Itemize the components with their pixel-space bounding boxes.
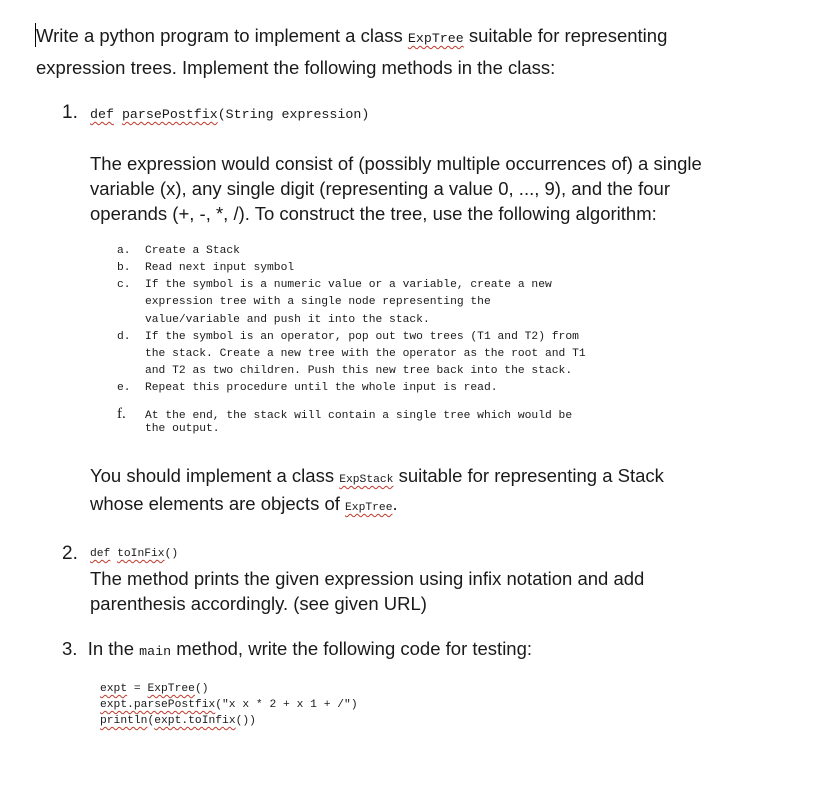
item-1-desc-line-2: variable (x), any single digit (representing a value 0, ..., 9), and the four — [90, 178, 670, 199]
step-d-line-3: and T2 as two children. Push this new tree back into the stack. — [145, 365, 573, 377]
intro-line-2: expression trees. Implement the following methods in the class: — [36, 57, 556, 78]
step-c-line-3: value/variable and push it into the stack. — [145, 314, 430, 326]
item-1-number: 1. — [62, 102, 78, 123]
item-1-signature: def parsePostfix(String expression) — [90, 107, 370, 122]
item-3-line: 3. In the main method, write the following code for testing: — [62, 638, 533, 659]
step-d-line-2: the stack. Create a new tree with the operator as the root and T1 — [145, 348, 586, 360]
code-line-3: println(expt.toInfix()) — [100, 715, 256, 727]
item-2-desc-line-2: parenthesis accordingly. (see given URL) — [90, 593, 427, 614]
step-f: f. At the end, the stack will contain a single tree which would be — [117, 406, 573, 422]
step-e: e. Repeat this procedure until the whole input is read. — [117, 382, 498, 394]
method-to-infix: toInFix — [117, 548, 165, 560]
code-line-2: expt.parsePostfix("x x * 2 + x 1 + /") — [100, 699, 358, 711]
item-1-desc-line-1: The expression would consist of (possibly multiple occurrences of) a single — [90, 153, 702, 174]
item-2-number: 2. — [62, 543, 78, 564]
method-parse-postfix: parsePostfix — [121, 107, 218, 122]
stack-line-2: whose elements are objects of ExpTree. — [90, 493, 398, 514]
stack-line-1: You should implement a class ExpStack suitable for representing a Stack — [90, 465, 664, 486]
class-name-exptree: ExpTree — [407, 31, 464, 46]
item-2-desc-line-1: The method prints the given expression using infix notation and add — [90, 568, 645, 589]
step-d: d. If the symbol is an operator, pop out two trees (T1 and T2) from — [117, 331, 579, 343]
step-b: b. Read next input symbol — [117, 262, 295, 274]
item-1-desc-line-3: operands (+, -, *, /). To construct the tree, use the following algorithm: — [90, 203, 657, 224]
class-name-expstack: ExpStack — [339, 474, 394, 486]
intro-line-1: Write a python program to implement a class ExpTree suitable for representing — [36, 25, 668, 46]
step-c: c. If the symbol is a numeric value or a variable, create a new — [117, 279, 552, 291]
item-2-signature: def toInFix() — [90, 548, 179, 560]
code-line-1: expt = ExpTree() — [100, 683, 209, 695]
step-f-line-2: the output. — [145, 423, 220, 435]
step-c-line-2: expression tree with a single node representing the — [145, 296, 491, 308]
class-name-exptree-2: ExpTree — [345, 502, 393, 514]
main-keyword: main — [139, 644, 172, 659]
step-a: a. Create a Stack — [117, 245, 240, 257]
